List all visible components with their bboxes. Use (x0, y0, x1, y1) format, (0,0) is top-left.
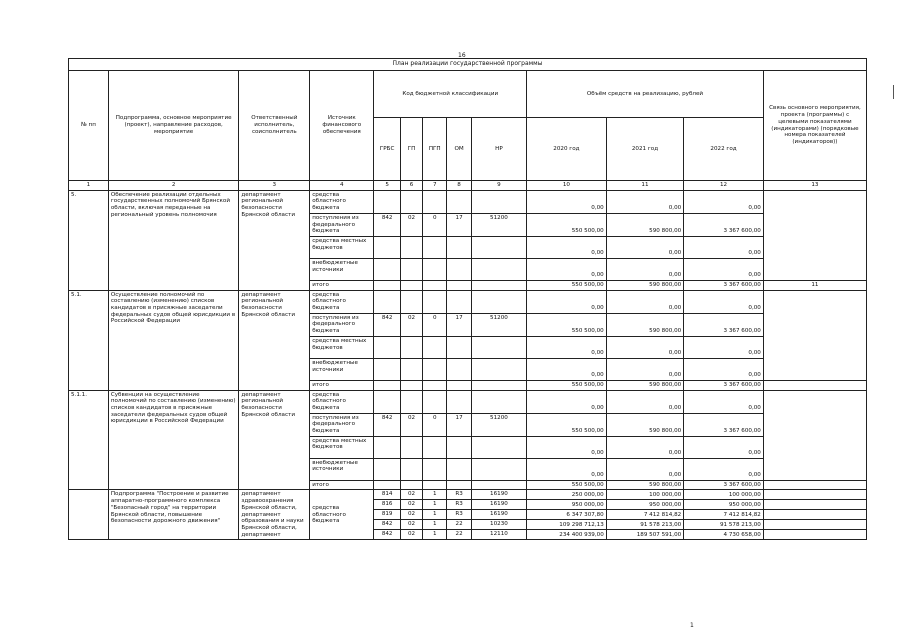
amount-2020: 0,00 (527, 190, 607, 213)
code-pgp (423, 458, 447, 480)
indicator-link (763, 500, 866, 510)
code-np (471, 358, 526, 380)
code-grbs (374, 336, 401, 358)
item-executor: департамент региональной безопасности Брянской области (239, 290, 310, 390)
header-num: № пп (69, 71, 109, 181)
code-om: 17 (447, 213, 471, 236)
column-number: 3 (239, 181, 310, 191)
header-om: ОМ (447, 118, 471, 181)
header-grbs: ГРБС (374, 118, 401, 181)
code-pgp: 0 (423, 213, 447, 236)
total-code-empty (400, 380, 422, 390)
table-title: План реализации государственной программы (69, 59, 867, 71)
code-om (447, 390, 471, 413)
code-om: 17 (447, 413, 471, 436)
amount-2022: 3 367 600,00 (684, 313, 764, 336)
amount-2021: 0,00 (606, 236, 683, 258)
amount-2022: 0,00 (684, 190, 764, 213)
column-number: 2 (108, 181, 239, 191)
total-2020: 550 500,00 (527, 280, 607, 290)
code-om: R3 (447, 490, 471, 500)
column-number: 13 (763, 181, 866, 191)
code-gp (400, 358, 422, 380)
code-gp: 02 (400, 413, 422, 436)
item-name: Осуществление полномочий по составлению (изменению) списков кандидатов в присяжные заседатели федеральных судов общей юрисдикции в Российской Федерации (108, 290, 239, 390)
column-number: 8 (447, 181, 471, 191)
total-code-empty (471, 480, 526, 490)
total-label: итого (310, 480, 374, 490)
code-gp (400, 190, 422, 213)
total-code-empty (423, 480, 447, 490)
item-name: Субвенции на осуществление полномочий по составлению (изменению) списков кандидатов в присяжные заседатели федеральных судов общей юрисдикции в Российской Федерации (108, 390, 239, 490)
amount-2020: 0,00 (527, 458, 607, 480)
code-np: 10230 (471, 520, 526, 530)
header-budget-code: Код бюджетной классификации (374, 71, 527, 118)
indicator-link (763, 530, 866, 540)
code-np: 51200 (471, 213, 526, 236)
code-om: 22 (447, 520, 471, 530)
header-link: Связь основного мероприятия, проекта (программы) с целевыми показателями (индикаторами) (порядковые номера показателей (индикаторов)) (763, 71, 866, 181)
amount-2021: 189 507 591,00 (606, 530, 683, 540)
code-grbs: 842 (374, 213, 401, 236)
code-grbs (374, 258, 401, 280)
code-om (447, 358, 471, 380)
funding-source: внебюджетные источники (310, 258, 374, 280)
total-label: итого (310, 380, 374, 390)
item-number: 5.1. (69, 290, 109, 390)
amount-2022: 3 367 600,00 (684, 413, 764, 436)
funding-source: внебюджетные источники (310, 358, 374, 380)
table-row (69, 390, 867, 413)
total-code-empty (400, 480, 422, 490)
amount-2022: 950 000,00 (684, 500, 764, 510)
amount-2021: 0,00 (606, 258, 683, 280)
code-om (447, 258, 471, 280)
code-pgp: 1 (423, 510, 447, 520)
code-om: R3 (447, 510, 471, 520)
code-gp: 02 (400, 520, 422, 530)
total-2020: 550 500,00 (527, 380, 607, 390)
code-np: 51200 (471, 313, 526, 336)
margin-mark (893, 85, 894, 99)
funding-source: средства областного бюджета (310, 290, 374, 313)
page-number: 16 (458, 52, 466, 59)
amount-2022: 4 730 658,00 (684, 530, 764, 540)
funding-source: средства местных бюджетов (310, 436, 374, 458)
code-pgp (423, 336, 447, 358)
amount-2022: 0,00 (684, 336, 764, 358)
amount-2021: 0,00 (606, 358, 683, 380)
code-grbs (374, 236, 401, 258)
code-np (471, 290, 526, 313)
code-pgp: 1 (423, 490, 447, 500)
code-pgp: 0 (423, 313, 447, 336)
amount-2022: 0,00 (684, 436, 764, 458)
table-row (69, 190, 867, 213)
code-np: 16190 (471, 490, 526, 500)
code-gp (400, 258, 422, 280)
amount-2021: 590 800,00 (606, 413, 683, 436)
header-2020: 2020 год (527, 118, 607, 181)
code-np (471, 390, 526, 413)
code-grbs: 842 (374, 313, 401, 336)
total-code-empty (447, 480, 471, 490)
code-gp (400, 458, 422, 480)
amount-2020: 109 298 712,13 (527, 520, 607, 530)
total-code-empty (374, 280, 401, 290)
total-2021: 590 800,00 (606, 380, 683, 390)
table-row (69, 290, 867, 313)
item-number: 5. (69, 190, 109, 290)
code-gp (400, 290, 422, 313)
amount-2020: 550 500,00 (527, 213, 607, 236)
code-om: R3 (447, 500, 471, 510)
funding-source: поступления из федерального бюджета (310, 213, 374, 236)
item-executor: департамент региональной безопасности Брянской области (239, 190, 310, 290)
code-gp: 02 (400, 213, 422, 236)
code-pgp (423, 290, 447, 313)
header-2022: 2022 год (684, 118, 764, 181)
code-gp: 02 (400, 490, 422, 500)
code-gp (400, 390, 422, 413)
total-code-empty (471, 380, 526, 390)
code-gp: 02 (400, 530, 422, 540)
column-number: 1 (69, 181, 109, 191)
indicator-link (763, 510, 866, 520)
amount-2020: 0,00 (527, 436, 607, 458)
amount-2020: 0,00 (527, 258, 607, 280)
code-np: 16190 (471, 510, 526, 520)
total-2022: 3 367 600,00 (684, 280, 764, 290)
total-2022: 3 367 600,00 (684, 480, 764, 490)
total-code-empty (447, 380, 471, 390)
amount-2020: 0,00 (527, 358, 607, 380)
column-number: 7 (423, 181, 447, 191)
code-gp (400, 236, 422, 258)
code-grbs: 842 (374, 413, 401, 436)
amount-2020: 234 400 939,00 (527, 530, 607, 540)
amount-2022: 100 000,00 (684, 490, 764, 500)
total-2021: 590 800,00 (606, 480, 683, 490)
funding-source: средства местных бюджетов (310, 336, 374, 358)
amount-2021: 590 800,00 (606, 313, 683, 336)
code-om (447, 190, 471, 213)
header-volume: Объём средств на реализацию, рублей (527, 71, 764, 118)
amount-2020: 0,00 (527, 236, 607, 258)
code-grbs (374, 390, 401, 413)
amount-2022: 91 578 213,00 (684, 520, 764, 530)
amount-2022: 0,00 (684, 390, 764, 413)
total-2021: 590 800,00 (606, 280, 683, 290)
header-subprogram: Подпрограмма, основное мероприятие (проект), направление расходов, мероприятие (108, 71, 239, 181)
column-number: 9 (471, 181, 526, 191)
amount-2022: 0,00 (684, 290, 764, 313)
code-np (471, 458, 526, 480)
code-grbs (374, 290, 401, 313)
code-om: 22 (447, 530, 471, 540)
amount-2020: 550 500,00 (527, 413, 607, 436)
total-indicator-link (763, 480, 866, 490)
code-gp: 02 (400, 500, 422, 510)
code-grbs (374, 358, 401, 380)
amount-2020: 0,00 (527, 336, 607, 358)
funding-source: средства областного бюджета (310, 390, 374, 413)
code-om (447, 336, 471, 358)
amount-2021: 950 000,00 (606, 500, 683, 510)
code-om (447, 458, 471, 480)
amount-2022: 7 412 814,82 (684, 510, 764, 520)
total-code-empty (423, 280, 447, 290)
indicator-link (763, 290, 866, 380)
funding-source: средства местных бюджетов (310, 236, 374, 258)
code-pgp (423, 236, 447, 258)
column-number: 5 (374, 181, 401, 191)
item-executor: департамент здравоохранения Брянской области, департамент образования и науки Брянской области, департамент (239, 490, 310, 540)
code-grbs: 842 (374, 530, 401, 540)
amount-2021: 0,00 (606, 336, 683, 358)
amount-2020: 6 347 307,80 (527, 510, 607, 520)
header-source: Источник финансового обеспечения (310, 71, 374, 181)
funding-source: внебюджетные источники (310, 458, 374, 480)
code-np: 12110 (471, 530, 526, 540)
indicator-link (763, 390, 866, 480)
code-np: 51200 (471, 413, 526, 436)
amount-2021: 100 000,00 (606, 490, 683, 500)
code-grbs (374, 190, 401, 213)
table-row (69, 490, 867, 500)
footer-mark: 1 (690, 622, 694, 629)
code-pgp (423, 390, 447, 413)
code-pgp: 1 (423, 500, 447, 510)
amount-2022: 0,00 (684, 258, 764, 280)
amount-2020: 950 000,00 (527, 500, 607, 510)
plan-table (68, 58, 867, 540)
item-name: Обеспечение реализации отдельных государственных полномочий Брянской области, включая переданные на региональный уровень полномочия (108, 190, 239, 290)
item-number: 5.1.1. (69, 390, 109, 490)
code-pgp: 0 (423, 413, 447, 436)
code-np (471, 436, 526, 458)
amount-2020: 0,00 (527, 290, 607, 313)
code-pgp: 1 (423, 530, 447, 540)
header-np: НР (471, 118, 526, 181)
code-grbs: 819 (374, 510, 401, 520)
code-grbs (374, 436, 401, 458)
amount-2021: 0,00 (606, 190, 683, 213)
item-executor: департамент региональной безопасности Брянской области (239, 390, 310, 490)
total-code-empty (423, 380, 447, 390)
indicator-link (763, 490, 866, 500)
amount-2020: 550 500,00 (527, 313, 607, 336)
code-pgp (423, 258, 447, 280)
amount-2022: 0,00 (684, 236, 764, 258)
code-om (447, 290, 471, 313)
amount-2021: 91 578 213,00 (606, 520, 683, 530)
header-pgp: ПГП (423, 118, 447, 181)
code-om (447, 436, 471, 458)
funding-source: средства областного бюджета (310, 190, 374, 213)
code-gp (400, 336, 422, 358)
code-pgp (423, 436, 447, 458)
amount-2021: 7 412 814,82 (606, 510, 683, 520)
item-name: Подпрограмма "Построение и развитие аппаратно-программного комплекса "Безопасный город" на территории Брянской области, повышение безопасности дорожного движения" (108, 490, 239, 540)
total-indicator-link: 11 (763, 280, 866, 290)
indicator-link (763, 520, 866, 530)
total-2020: 550 500,00 (527, 480, 607, 490)
header-2021: 2021 год (606, 118, 683, 181)
column-number: 6 (400, 181, 422, 191)
code-np (471, 258, 526, 280)
amount-2020: 0,00 (527, 390, 607, 413)
code-grbs (374, 458, 401, 480)
total-indicator-link (763, 380, 866, 390)
code-np: 16190 (471, 500, 526, 510)
column-number: 11 (606, 181, 683, 191)
code-np (471, 236, 526, 258)
code-pgp (423, 190, 447, 213)
column-number: 10 (527, 181, 607, 191)
total-code-empty (374, 380, 401, 390)
code-gp: 02 (400, 313, 422, 336)
code-np (471, 190, 526, 213)
code-grbs: 816 (374, 500, 401, 510)
column-number: 12 (684, 181, 764, 191)
amount-2021: 0,00 (606, 390, 683, 413)
amount-2021: 0,00 (606, 436, 683, 458)
funding-source: поступления из федерального бюджета (310, 413, 374, 436)
amount-2021: 0,00 (606, 290, 683, 313)
total-code-empty (471, 280, 526, 290)
code-om (447, 236, 471, 258)
item-number (69, 490, 109, 540)
total-code-empty (400, 280, 422, 290)
total-2022: 3 367 600,00 (684, 380, 764, 390)
amount-2021: 590 800,00 (606, 213, 683, 236)
column-number: 4 (310, 181, 374, 191)
code-om: 17 (447, 313, 471, 336)
header-executor: Ответственный исполнитель, соисполнитель (239, 71, 310, 181)
column-number-row (69, 181, 867, 191)
total-label: итого (310, 280, 374, 290)
header-gp: ГП (400, 118, 422, 181)
code-grbs: 814 (374, 490, 401, 500)
code-gp (400, 436, 422, 458)
amount-2022: 0,00 (684, 358, 764, 380)
code-pgp: 1 (423, 520, 447, 530)
funding-source: поступления из федерального бюджета (310, 313, 374, 336)
funding-source: средства областного бюджета (310, 490, 374, 540)
total-code-empty (374, 480, 401, 490)
code-pgp (423, 358, 447, 380)
amount-2022: 0,00 (684, 458, 764, 480)
code-np (471, 336, 526, 358)
amount-2020: 250 000,00 (527, 490, 607, 500)
code-gp: 02 (400, 510, 422, 520)
amount-2022: 3 367 600,00 (684, 213, 764, 236)
indicator-link (763, 190, 866, 280)
code-grbs: 842 (374, 520, 401, 530)
amount-2021: 0,00 (606, 458, 683, 480)
total-code-empty (447, 280, 471, 290)
